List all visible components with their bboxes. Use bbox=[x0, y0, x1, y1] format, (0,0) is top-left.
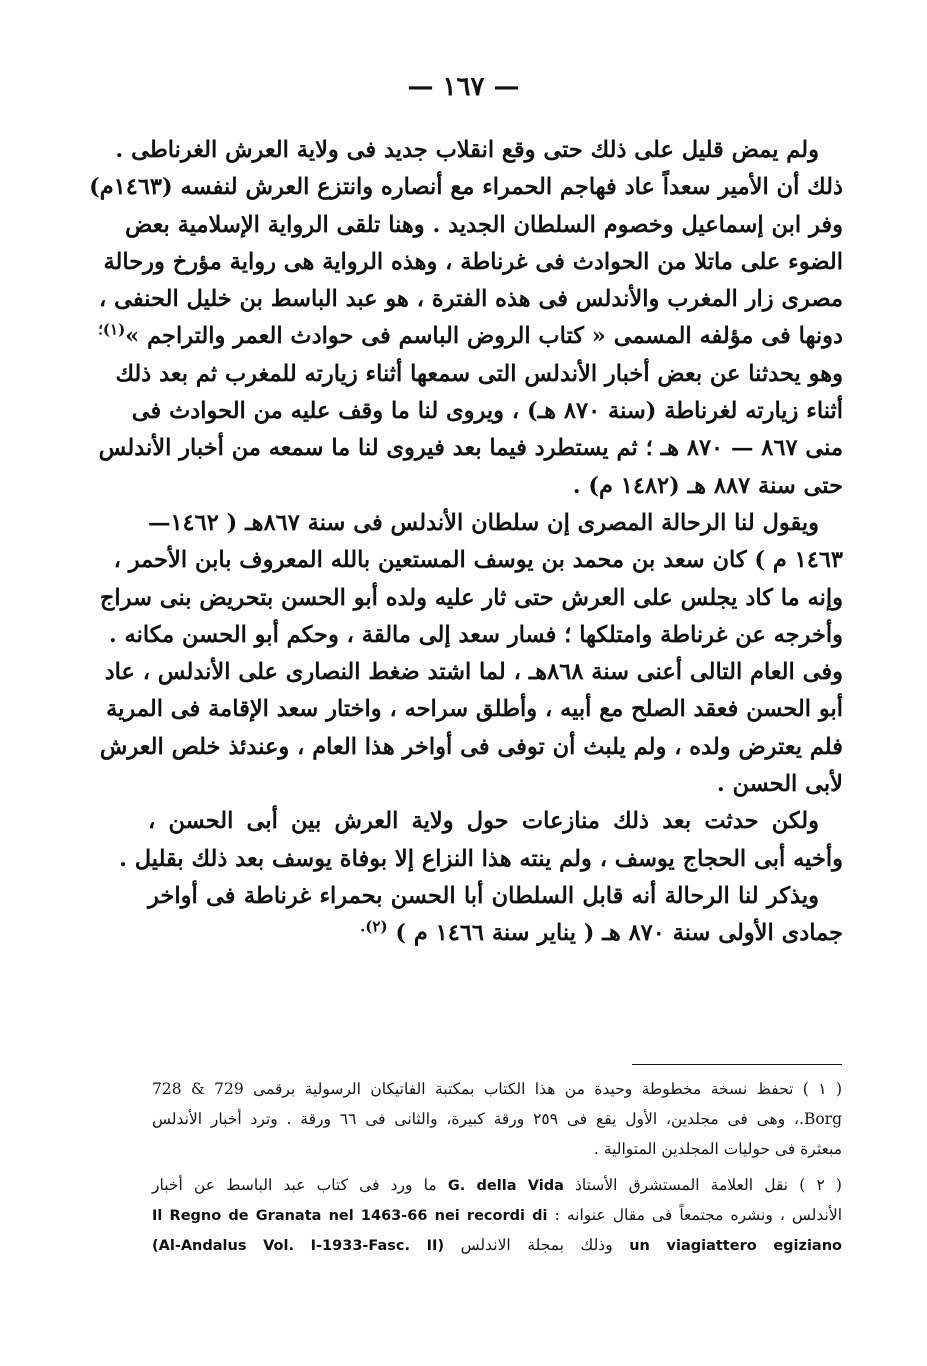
footnote-2-line bbox=[152, 1170, 842, 1200]
article-title: Il Regno de Granata nel 1463-66 nei recordi di bbox=[152, 1208, 548, 1224]
text-line: ١٤٦٣ م ) كان سعد بن محمد بن يوسف المستعين بالله المعروف بابن الأحمر ، bbox=[113, 547, 843, 574]
author-name: G. della Vida bbox=[447, 1178, 564, 1194]
footnote-1-line: ( ١ ) تحفظ نسخة مخطوطة وحيدة من هذا الكتاب بمكتبة الفاتيكان الرسولية برقمى 729 & 728 bbox=[152, 1080, 842, 1098]
footnote-1-line: مبعثرة فى حوليات المجلدين المتوالية . bbox=[593, 1140, 842, 1158]
footnote-text: ( ٢ ) نقل العلامة المستشرق الأستاذ bbox=[575, 1176, 842, 1194]
text-line: فلم يعترض ولده ، ولم يلبث أن توفى فى أواخر هذا العام ، وعندئذ خلص العرش bbox=[99, 733, 843, 760]
text-line bbox=[98, 318, 843, 355]
text-line: ويقول لنا الرحالة المصرى إن سلطان الأندلس فى سنة ٨٦٧هـ ( ١٤٦٢— bbox=[147, 509, 819, 536]
text-line: وهو يحدثنا عن بعض أخبار الأندلس التى سمعها أثناء زيارته للمغرب ثم بعد ذلك bbox=[115, 360, 843, 387]
text-line: ويذكر لنا الرحالة أنه قابل السلطان أبا الحسن بحمراء غرناطة فى أواخر bbox=[148, 882, 819, 909]
journal-citation: (Al-Andalus Vol. I-1933-Fasc. II) bbox=[152, 1238, 445, 1254]
text-line: وأخرجه عن غرناطة وامتلكها ؛ فسار سعد إلى مالقة ، وحكم أبو الحسن مكانه . bbox=[108, 621, 843, 648]
text-segment: دونها فى مؤلفه المسمى « كتاب الروض الباسم فى حوادث العمر والتراجم » bbox=[125, 323, 843, 350]
text-line: ولكن حدثت بعد ذلك منازعات حول ولاية العرش بين أبى الحسن ، bbox=[148, 808, 819, 835]
text-line: ذلك أن الأمير سعداً عاد فهاجم الحمراء مع أنصاره وانتزع العرش لنفسه (١٤٦٣م) bbox=[89, 174, 843, 201]
page-number: — ١٦٧ — bbox=[407, 72, 520, 102]
footnote-ref-2: (٢). bbox=[360, 917, 388, 936]
text-line: منى ٨٦٧ — ٨٧٠ هـ ؛ ثم يستطرد فيما بعد فيروى لنا ما سمعه من أخبار الأندلس bbox=[98, 435, 843, 462]
text-line: وفر ابن إسماعيل وخصوم السلطان الجديد . وهنا تلقى الرواية الإسلامية بعض bbox=[125, 211, 843, 238]
text-line: أبو الحسن فعقد الصلح مع أبيه ، وأطلق سراحه ، واختار سعد الإقامة فى المرية bbox=[106, 696, 843, 723]
footnote-text: وذلك بمجلة الاندلس bbox=[460, 1236, 613, 1254]
main-text bbox=[89, 132, 843, 953]
footnote-2-line bbox=[152, 1230, 842, 1260]
text-line: ولم يمض قليل على ذلك حتى وقع انقلاب جديد فى ولاية العرش الغرناطى . bbox=[115, 137, 819, 163]
footnote-2-line bbox=[152, 1200, 842, 1230]
footnote-ref-1: (١)؛ bbox=[98, 320, 126, 339]
text-line bbox=[148, 915, 843, 952]
text-line: الضوء على ماتلا من الحوادث فى غرناطة ، وهذه الرواية هى رواية مؤرخ ورحالة bbox=[103, 248, 843, 275]
text-line: حتى سنة ٨٨٧ هـ (١٤٨٢ م) . bbox=[572, 472, 843, 499]
footnote-text: ما ورد فى كتاب عبد الباسط عن أخبار bbox=[152, 1176, 437, 1194]
text-segment: جمادى الأولى سنة ٨٧٠ هـ ( يناير سنة ١٤٦٦ م ) bbox=[395, 920, 843, 947]
text-line: وأخيه أبى الحجاج يوسف ، ولم ينته هذا النزاع إلا بوفاة يوسف بعد ذلك بقليل . bbox=[119, 845, 843, 872]
footnote-divider bbox=[632, 1064, 842, 1065]
text-line: أثناء زيارته لغرناطة (سنة ٨٧٠ هـ) ، ويروى لنا ما وقف عليه من الحوادث فى bbox=[131, 398, 843, 425]
text-line: لأبى الحسن . bbox=[716, 771, 843, 798]
text-line: مصرى زار المغرب والأندلس فى هذه الفترة ، هو عبد الباسط بن خليل الحنفى ، bbox=[99, 286, 843, 313]
text-line: وإنه ما كاد يجلس على العرش حتى ثار عليه ولده أبو الحسن بتحريض بنى سراج bbox=[99, 584, 843, 611]
footnote-text: الأندلس ، ونشره مجتمعاً فى مقال عنوانه : bbox=[554, 1206, 842, 1224]
footnote-1-line: Borg.، وهى فى مجلدين، الأول يقع فى ٢٥٩ ورقة كبيرة، والثانى فى ٦٦ ورقة . وترد أخبار الأندلس bbox=[152, 1110, 842, 1128]
footnotes bbox=[152, 1074, 842, 1260]
article-title-cont: un viagiattero egiziano bbox=[629, 1238, 843, 1254]
text-line: وفى العام التالى أعنى سنة ٨٦٨هـ ، لما اشتد ضغط النصارى على الأندلس ، عاد bbox=[104, 659, 843, 686]
